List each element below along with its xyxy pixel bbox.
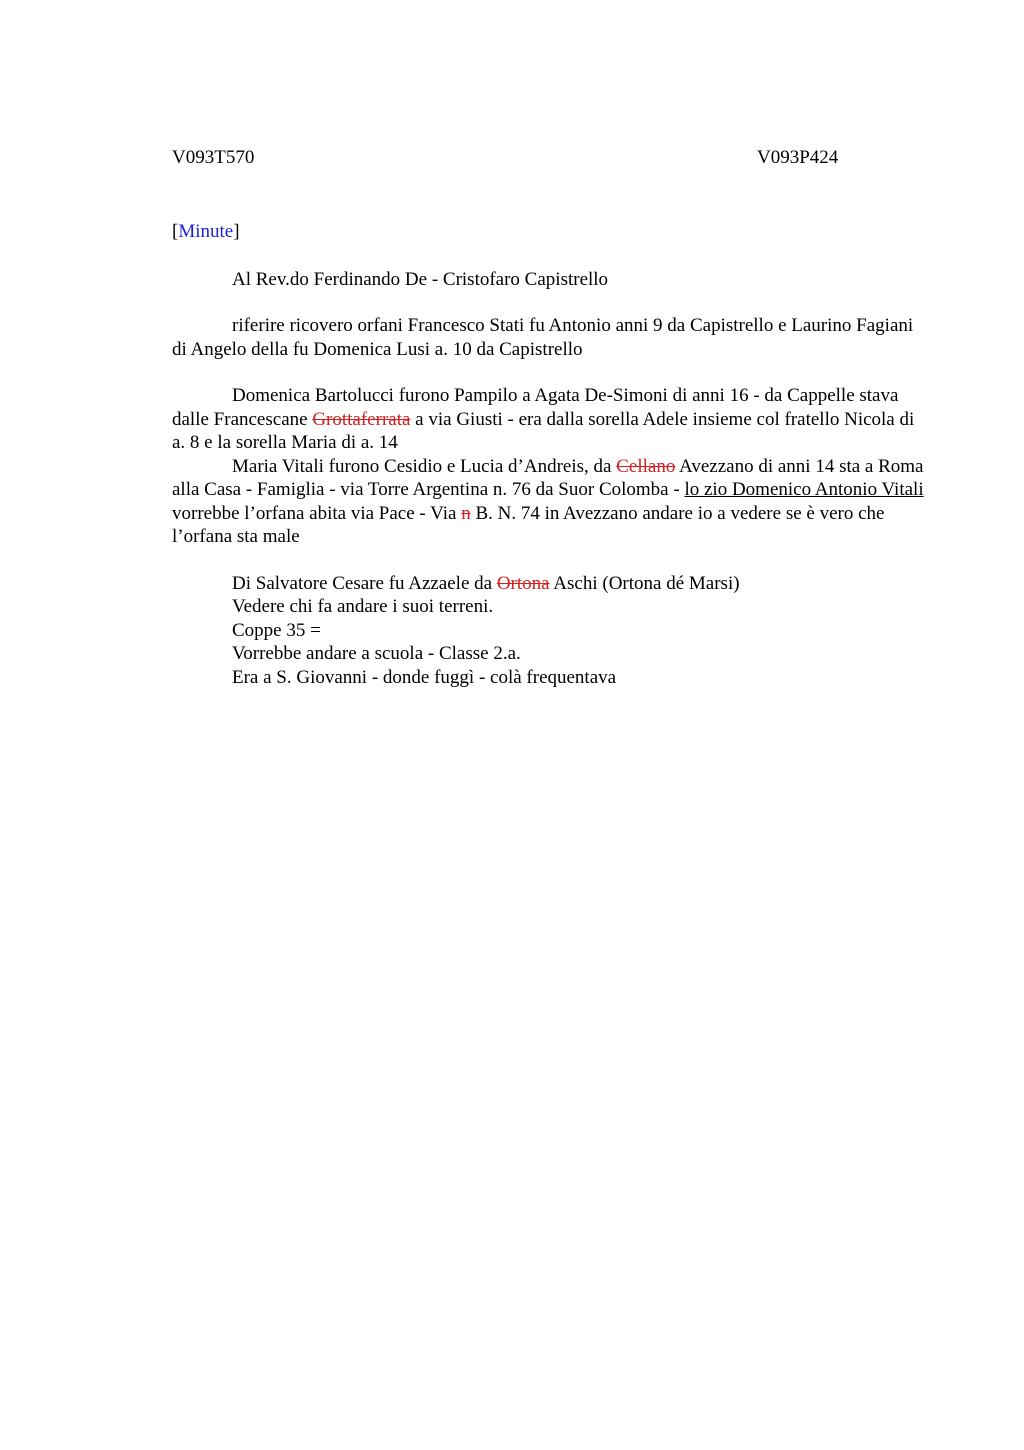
paragraph-bartolucci [172, 384, 924, 455]
vitali-text-4: B. N. 74 in Avezzano andare io a vedere se è vero che l’orfana sta male [172, 502, 885, 547]
minute-close-bracket: ] [233, 221, 240, 242]
paragraph-vitali [172, 455, 924, 549]
spacer [172, 549, 924, 572]
document-header [172, 146, 924, 170]
line-coppe: Coppe 35 = [232, 619, 321, 641]
document-code-left: V093T570 [172, 147, 255, 168]
line-giovanni: Era a S. Giovanni - donde fuggì - colà frequentava [232, 666, 617, 688]
minute-label [172, 220, 924, 244]
underlined-uncle-name: lo zio Domenico Antonio Vitali [684, 479, 924, 500]
paragraph-orfani: riferire ricovero orfani Francesco Stati fu Antonio anni 9 da Capistrello e Laurino Fagiani di Angelo della fu Domenica Lusi a. 10 da Capistrello [172, 315, 914, 360]
line-terreni: Vedere chi fa andare i suoi terreni. [232, 596, 494, 617]
deleted-word-grottaferrata: Grottaferrata [312, 408, 411, 430]
bartolucci-text-2: a via Giusti - era dalla sorella Adele insieme col fratello Nicola di a. 8 e la sorella Maria di a. 14 [172, 408, 915, 453]
minute-link[interactable]: Minute [178, 221, 234, 242]
vitali-text-2: Avezzano di anni 14 sta a Roma alla Casa - Famiglia - via Torre Argentina n. 76 da Suor Colomba - [172, 455, 924, 500]
deleted-word-cellano: Cellano [616, 455, 676, 477]
deleted-letter-n: n [461, 502, 471, 524]
vitali-text-1: Maria Vitali furono Cesidio e Lucia d’Andreis, da [232, 455, 617, 477]
salvatore-text-1: Di Salvatore Cesare fu Azzaele da [232, 572, 497, 594]
line-salvatore [172, 572, 924, 596]
deleted-word-ortona: Ortona [496, 572, 550, 594]
document-code-right: V093P424 [757, 147, 839, 168]
spacer [172, 361, 924, 384]
spacer [172, 291, 924, 314]
minute-open-bracket: [ [172, 221, 179, 242]
line-scuola: Vorrebbe andare a scuola - Classe 2.a. [232, 643, 521, 664]
salvatore-text-2: Aschi (Ortona dé Marsi) [549, 572, 740, 594]
addressee-line: Al Rev.do Ferdinando De - Cristofaro Capistrello [232, 268, 609, 290]
bartolucci-text-1: Domenica Bartolucci furono Pampilo a Agata De-Simoni di anni 16 - da Cappelle stava dalle Francescane [172, 385, 899, 430]
document-page [172, 146, 924, 689]
vitali-text-3: vorrebbe l’orfana abita via Pace - Via [172, 502, 462, 524]
